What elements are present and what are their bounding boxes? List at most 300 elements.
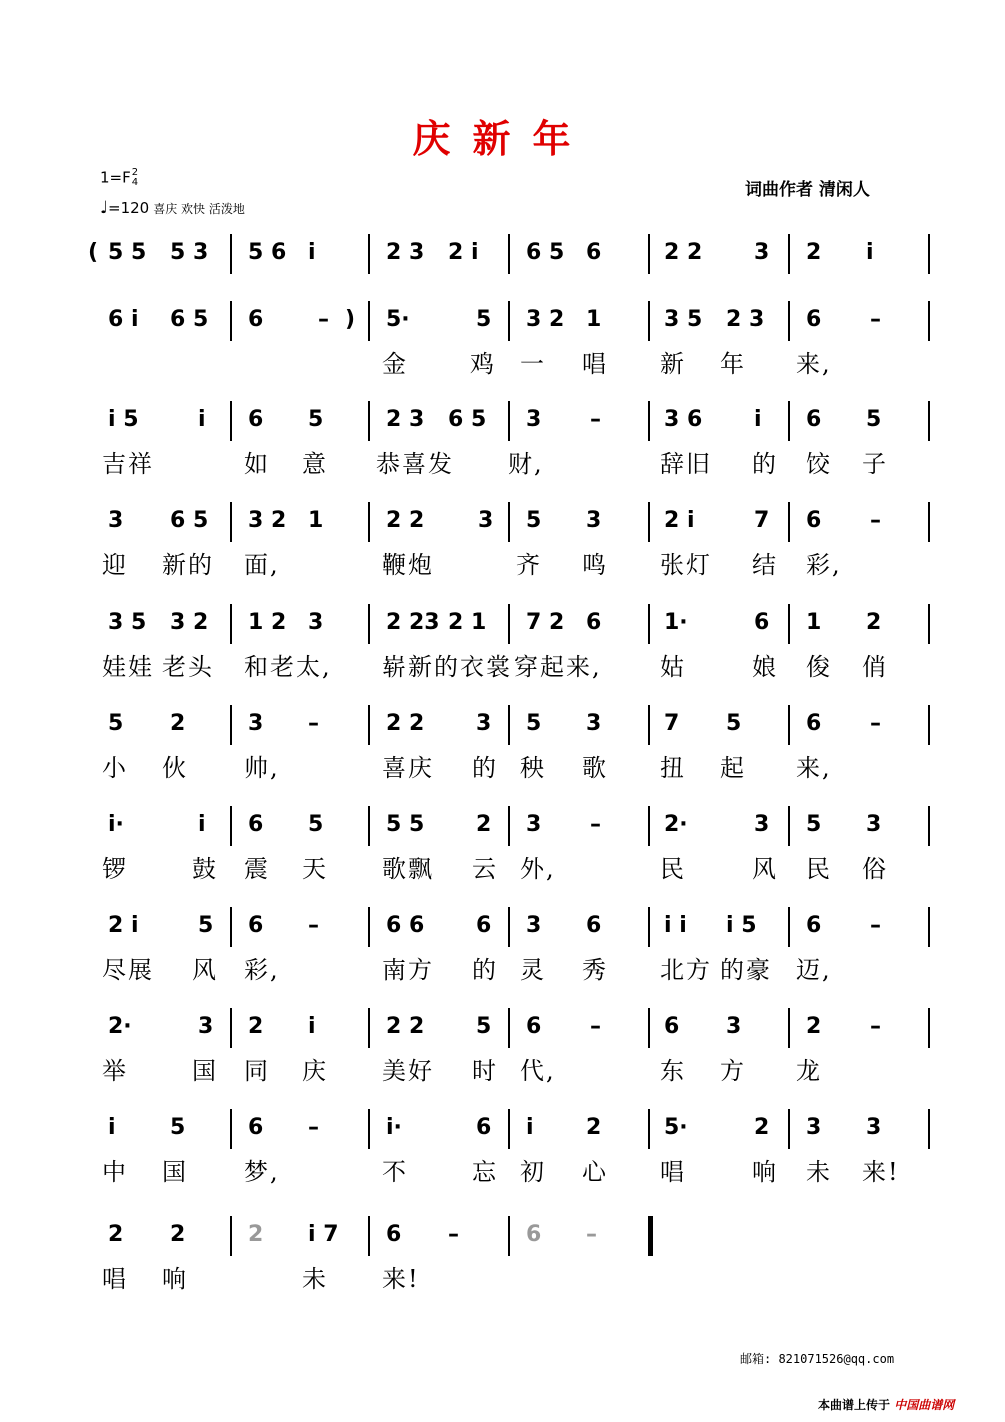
note: 6 5: [448, 407, 487, 432]
lyric: 一: [520, 350, 546, 378]
note: 2: [476, 812, 492, 837]
bar-line: [928, 1008, 930, 1048]
note: i·: [386, 1115, 402, 1140]
lyrics-line: [0, 854, 1005, 888]
note: 6: [754, 610, 770, 635]
note: 3: [248, 711, 264, 736]
note: 2 2: [386, 711, 425, 736]
note: 3: [526, 407, 542, 432]
note: 6: [248, 913, 264, 938]
bar-line: [368, 301, 370, 341]
bar-line: [508, 301, 510, 341]
note: 3: [806, 1115, 822, 1140]
note: 6: [586, 240, 602, 265]
lyric: 来,: [796, 754, 832, 782]
note: 6: [664, 1014, 680, 1039]
note: 2: [248, 1014, 264, 1039]
note: i·: [108, 812, 124, 837]
bar-line: [368, 1008, 370, 1048]
bar-line: [230, 401, 232, 441]
lyric: 云: [472, 855, 498, 883]
note: i: [754, 407, 762, 432]
lyric: 饺: [806, 450, 832, 478]
bar-line: [508, 1008, 510, 1048]
bar-line: [368, 705, 370, 745]
lyric: 的: [472, 754, 498, 782]
bar-line: [928, 806, 930, 846]
lyric: 齐: [516, 551, 542, 579]
lyric: 梦,: [244, 1158, 280, 1186]
note: 3: [308, 610, 324, 635]
lyric: 金: [382, 350, 408, 378]
note: 6: [476, 913, 492, 938]
bar-line: [648, 1008, 650, 1048]
lyric: 忘: [472, 1158, 498, 1186]
note: 2: [248, 1222, 264, 1247]
lyric: 风: [752, 855, 778, 883]
bar-line: [928, 401, 930, 441]
note: 2: [108, 1222, 124, 1247]
site-brand: 中国曲谱网: [894, 1398, 955, 1412]
bar-line: [928, 604, 930, 644]
note: 6: [806, 508, 822, 533]
note: 2 3: [726, 307, 765, 332]
bar-line: [508, 806, 510, 846]
note: 3 6: [664, 407, 703, 432]
bar-line: [230, 705, 232, 745]
note: 5·: [386, 307, 410, 332]
note: 6 5: [170, 307, 209, 332]
lyric: 的: [752, 450, 778, 478]
lyric: 美好: [382, 1057, 434, 1085]
note: 5: [526, 508, 542, 533]
bar-line: [788, 234, 790, 274]
note: 1: [308, 508, 324, 533]
notes-line: [0, 1220, 1005, 1260]
note: i: [108, 1115, 116, 1140]
lyric: 面,: [244, 551, 280, 579]
lyric: 鼓: [192, 855, 218, 883]
note: –: [308, 1115, 319, 1140]
lyric: 崭新的衣裳: [382, 653, 512, 681]
note: 2: [170, 711, 186, 736]
lyric: 俏: [862, 653, 888, 681]
lyric: 未: [302, 1265, 328, 1293]
note: 2: [586, 1115, 602, 1140]
bar-line: [368, 502, 370, 542]
note: i: [866, 240, 874, 265]
note: 3: [726, 1014, 742, 1039]
bar-line: [788, 806, 790, 846]
notes-line: [0, 810, 1005, 850]
lyric: 娘: [752, 653, 778, 681]
bar-line: [788, 1008, 790, 1048]
notes-line: [0, 305, 1005, 345]
note: 2·: [664, 812, 688, 837]
note: 6: [476, 1115, 492, 1140]
lyric: 天: [302, 855, 328, 883]
note: 5 5: [108, 240, 147, 265]
lyric: 民: [806, 855, 832, 883]
lyric: 响: [752, 1158, 778, 1186]
key-signature: [100, 168, 138, 188]
note: 3: [754, 812, 770, 837]
lyric: 心: [582, 1158, 608, 1186]
time-signature: [132, 168, 138, 188]
lyric: 庆: [302, 1057, 328, 1085]
note: 5: [308, 812, 324, 837]
note: 3 5: [108, 610, 147, 635]
lyrics-line: [0, 1264, 1005, 1298]
bar-line: [368, 401, 370, 441]
bar-line: [230, 604, 232, 644]
lyric: 结: [752, 551, 778, 579]
note: i 7: [308, 1222, 339, 1247]
lyric: 姑: [660, 653, 686, 681]
author-credit: 词曲作者 清闲人: [745, 180, 870, 200]
bar-line: [230, 301, 232, 341]
lyric: 扭: [660, 754, 686, 782]
lyrics-line: [0, 550, 1005, 584]
note: 5: [198, 913, 214, 938]
note: 6: [806, 307, 822, 332]
bar-line: [508, 1216, 510, 1256]
note: 2: [170, 1222, 186, 1247]
lyric: 娃娃: [102, 653, 154, 681]
note: 1·: [664, 610, 688, 635]
note: 2 3: [386, 407, 425, 432]
lyric: 伙: [162, 754, 188, 782]
note: 3: [866, 812, 882, 837]
lyrics-line: [0, 652, 1005, 686]
bar-line: [788, 401, 790, 441]
lyric: 秧: [520, 754, 546, 782]
note: i: [198, 407, 206, 432]
note: 7: [754, 508, 770, 533]
note: 5: [476, 307, 492, 332]
bar-line: [230, 502, 232, 542]
bar-line: [648, 705, 650, 745]
bar-line: [230, 234, 232, 274]
lyric: 和老太,: [244, 653, 332, 681]
lyric: 风: [192, 956, 218, 984]
key-label: 1=F: [100, 168, 131, 187]
note: 6 5: [526, 240, 565, 265]
notes-line: [0, 608, 1005, 648]
note: 7 2: [526, 610, 565, 635]
lyric: 唱: [660, 1158, 686, 1186]
note: 3: [754, 240, 770, 265]
note: –: [586, 1222, 597, 1247]
lyric: 小: [102, 754, 128, 782]
note: –: [590, 1014, 601, 1039]
bar-line: [928, 705, 930, 745]
lyric: 未: [806, 1158, 832, 1186]
lyric: 俗: [862, 855, 888, 883]
note: 2 23: [386, 610, 440, 635]
lyrics-line: [0, 1157, 1005, 1191]
bar-line: [928, 1109, 930, 1149]
note: 2 i: [108, 913, 139, 938]
lyric: 同: [244, 1057, 270, 1085]
notes-line: [0, 911, 1005, 951]
bar-line: [508, 401, 510, 441]
lyric: 来!: [862, 1158, 900, 1186]
bar-line: [508, 705, 510, 745]
bar-line: [368, 806, 370, 846]
note: 5: [308, 407, 324, 432]
notes-line: [0, 1113, 1005, 1153]
notes-line: [0, 709, 1005, 749]
lyric: 鞭炮: [382, 551, 434, 579]
lyric: 年: [720, 350, 746, 378]
note: 6: [248, 812, 264, 837]
lyric: 新的: [162, 551, 214, 579]
note: 3 5: [664, 307, 703, 332]
note: –: [870, 307, 881, 332]
note: 3: [526, 812, 542, 837]
bar-line: [928, 301, 930, 341]
note: (: [88, 240, 99, 265]
lyric: 外,: [520, 855, 556, 883]
lyric: 国: [192, 1057, 218, 1085]
note: i i: [664, 913, 687, 938]
note: 3: [586, 508, 602, 533]
lyric: 举: [102, 1057, 128, 1085]
lyric: 喜庆: [382, 754, 434, 782]
note: 1: [586, 307, 602, 332]
lyric: 东: [660, 1057, 686, 1085]
note: 5: [866, 407, 882, 432]
lyric: 新: [660, 350, 686, 378]
bar-line: [368, 234, 370, 274]
note: ): [345, 307, 356, 332]
footer: [818, 1396, 954, 1413]
bar-line: [648, 234, 650, 274]
note: 3: [526, 913, 542, 938]
lyric: 初: [520, 1158, 546, 1186]
bar-line: [368, 1109, 370, 1149]
bar-line: [230, 1109, 232, 1149]
final-bar-line: [648, 1216, 653, 1256]
lyric: 唱: [582, 350, 608, 378]
bar-line: [368, 907, 370, 947]
note: 2·: [108, 1014, 132, 1039]
bar-line: [788, 502, 790, 542]
tempo-marking: [100, 198, 245, 218]
note: i 5: [108, 407, 139, 432]
lyric: 龙: [796, 1057, 822, 1085]
lyric: 穿起来,: [514, 653, 602, 681]
note: i 5: [726, 913, 757, 938]
lyric: 子: [862, 450, 888, 478]
note: 3 2: [248, 508, 287, 533]
lyric: 迎: [102, 551, 128, 579]
bar-line: [508, 907, 510, 947]
time-top: 2: [131, 167, 139, 178]
lyric: 歌: [582, 754, 608, 782]
note: –: [308, 913, 319, 938]
bar-line: [368, 1216, 370, 1256]
bar-line: [230, 1216, 232, 1256]
lyric: 彩,: [806, 551, 842, 579]
note: 3: [476, 711, 492, 736]
note: i: [308, 1014, 316, 1039]
lyric: 鸣: [582, 551, 608, 579]
note: 6: [248, 307, 264, 332]
note: 6 5: [170, 508, 209, 533]
note: –: [318, 307, 329, 332]
note: 6: [248, 1115, 264, 1140]
time-bottom: 4: [131, 177, 139, 188]
note: 3 2: [526, 307, 565, 332]
lyric: 起: [720, 754, 746, 782]
bar-line: [788, 604, 790, 644]
note: 2 i: [448, 240, 479, 265]
bar-line: [648, 401, 650, 441]
lyric: 不: [382, 1158, 408, 1186]
lyric: 响: [162, 1265, 188, 1293]
bar-line: [230, 806, 232, 846]
notes-line: [0, 405, 1005, 445]
lyric: 国: [162, 1158, 188, 1186]
bar-line: [648, 301, 650, 341]
bar-line: [648, 502, 650, 542]
bar-line: [928, 502, 930, 542]
note: –: [870, 508, 881, 533]
lyric: 俊: [806, 653, 832, 681]
bar-line: [928, 907, 930, 947]
note: 2 2: [664, 240, 703, 265]
note: –: [870, 711, 881, 736]
note: 6 6: [386, 913, 425, 938]
lyrics-line: [0, 753, 1005, 787]
bar-line: [648, 1109, 650, 1149]
lyric: 如: [244, 450, 270, 478]
note: 6 i: [108, 307, 139, 332]
lyric: 的豪: [720, 956, 772, 984]
lyrics-line: [0, 955, 1005, 989]
bar-line: [230, 1008, 232, 1048]
bar-line: [648, 604, 650, 644]
note: 2 2: [386, 508, 425, 533]
lyrics-line: [0, 1056, 1005, 1090]
note: –: [870, 913, 881, 938]
quarter-note-icon: ♩: [100, 198, 109, 218]
note: 5: [526, 711, 542, 736]
note: 5 5: [386, 812, 425, 837]
note: –: [448, 1222, 459, 1247]
note: 5: [726, 711, 742, 736]
bar-line: [508, 502, 510, 542]
note: 5: [476, 1014, 492, 1039]
note: 3: [108, 508, 124, 533]
note: 5 3: [170, 240, 209, 265]
footer-prefix: 本曲谱上传于: [818, 1398, 891, 1412]
note: 6: [806, 407, 822, 432]
note: 3: [866, 1115, 882, 1140]
note: 3: [586, 711, 602, 736]
note: –: [870, 1014, 881, 1039]
note: 6: [806, 913, 822, 938]
note: 6: [386, 1222, 402, 1247]
note: 7: [664, 711, 680, 736]
lyric: 中: [102, 1158, 128, 1186]
lyric: 方: [720, 1057, 746, 1085]
note: 2: [806, 1014, 822, 1039]
note: i: [308, 240, 316, 265]
lyrics-line: [0, 349, 1005, 383]
note: i: [198, 812, 206, 837]
bar-line: [230, 907, 232, 947]
bar-line: [508, 604, 510, 644]
lyric: 秀: [582, 956, 608, 984]
lyric: 迈,: [796, 956, 832, 984]
note: 6: [526, 1014, 542, 1039]
note: 2 2: [386, 1014, 425, 1039]
lyric: 来,: [796, 350, 832, 378]
lyric: 尽展: [102, 956, 154, 984]
note: 2 3: [386, 240, 425, 265]
lyric: 震: [244, 855, 270, 883]
bar-line: [788, 301, 790, 341]
lyric: 老头: [162, 653, 214, 681]
note: 3 2: [170, 610, 209, 635]
note: 5 6: [248, 240, 287, 265]
note: –: [590, 812, 601, 837]
note: 6: [248, 407, 264, 432]
note: 3: [198, 1014, 214, 1039]
lyric: 代,: [520, 1057, 556, 1085]
bar-line: [928, 234, 930, 274]
lyric: 民: [660, 855, 686, 883]
tempo-description: 喜庆 欢快 活泼地: [153, 202, 245, 216]
lyric: 彩,: [244, 956, 280, 984]
lyric: 恭喜发: [376, 450, 454, 478]
lyric: 唱: [102, 1265, 128, 1293]
note: 2 i: [664, 508, 695, 533]
song-title: 庆新年: [412, 116, 593, 161]
bar-line: [788, 705, 790, 745]
note: 2 1: [448, 610, 487, 635]
note: 5: [170, 1115, 186, 1140]
note: 1 2: [248, 610, 287, 635]
note: 5·: [664, 1115, 688, 1140]
lyric: 歌飘: [382, 855, 434, 883]
lyric: 的: [472, 956, 498, 984]
lyric: 锣: [102, 855, 128, 883]
bar-line: [368, 604, 370, 644]
notes-line: [0, 506, 1005, 546]
note: 5: [806, 812, 822, 837]
lyric: 帅,: [244, 754, 280, 782]
lyric: 南方: [382, 956, 434, 984]
bar-line: [648, 806, 650, 846]
notes-line: [0, 1012, 1005, 1052]
lyric: 吉祥: [102, 450, 154, 478]
lyric: 时: [472, 1057, 498, 1085]
note: 5: [108, 711, 124, 736]
lyric: 意: [302, 450, 328, 478]
note: i: [526, 1115, 534, 1140]
bar-line: [788, 1109, 790, 1149]
lyrics-line: [0, 449, 1005, 483]
note: 6: [586, 913, 602, 938]
note: 3: [478, 508, 494, 533]
note: 2: [866, 610, 882, 635]
lyric: 辞旧: [660, 450, 712, 478]
note: 1: [806, 610, 822, 635]
